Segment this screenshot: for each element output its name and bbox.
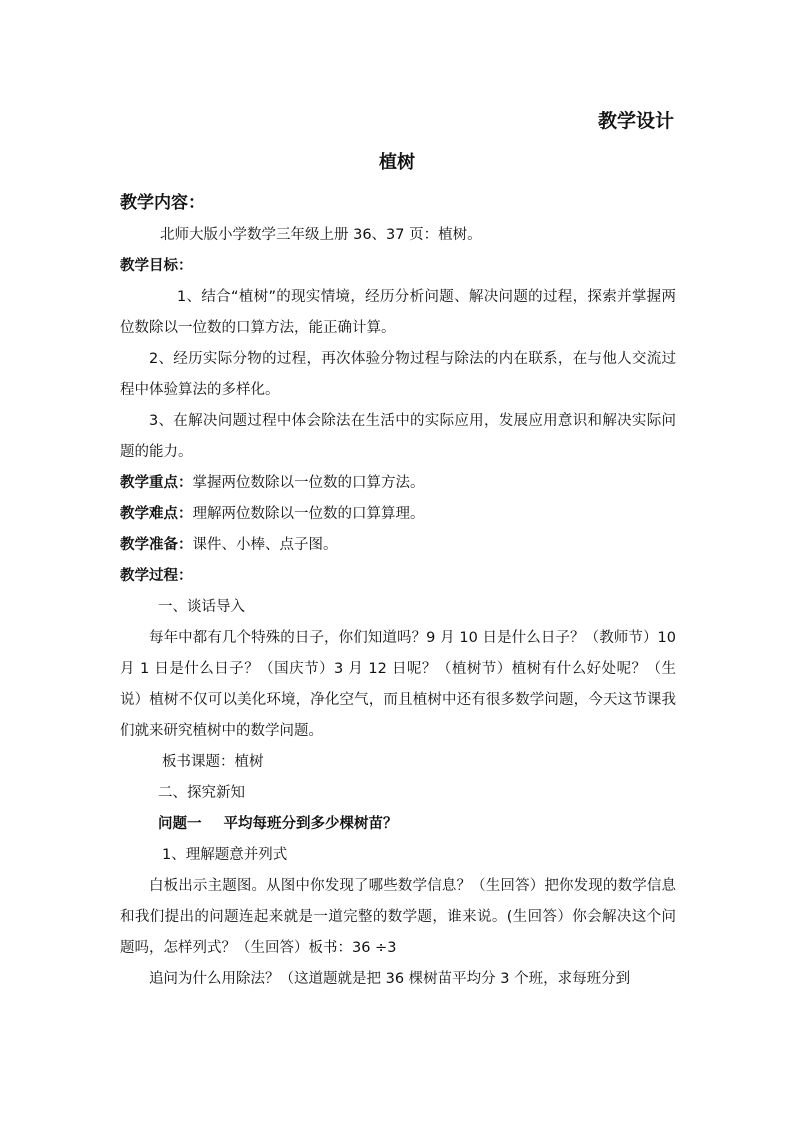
- difficulty-label: 教学难点：: [120, 506, 193, 522]
- goal-item-2: 2、经历实际分物的过程，再次体验分物过程与除法的内在联系，在与他人交流过程中体验算法的多样化。: [120, 351, 676, 398]
- step1-title: 1、理解题意并列式: [162, 847, 288, 863]
- document-body: [120, 186, 676, 995]
- process-heading: 教学过程：: [120, 568, 193, 584]
- section1-title: 一、谈话导入: [158, 599, 245, 615]
- document-title: 植树: [379, 152, 415, 173]
- board-title: 板书课题：植树: [162, 754, 264, 770]
- goal-item-3: 3、在解决问题过程中体会除法在生活中的实际应用，发展应用意识和解决实际问题的能力。: [120, 413, 676, 460]
- section1-text: 每年中都有几个特殊的日子，你们知道吗？9 月 10 日是什么日子？（教师节）10 月 1 日是什么日子？（国庆节）3 月 12 日呢？（植树节）植树有什么好处呢？（生说）植树不仅可以美化环境，净化空气，而且植树中还有很多数学问题，今天这节课我们就来研究植树中的数学问题。: [120, 630, 676, 739]
- step1-text: 白板出示主题图。从图中你发现了哪些数学信息？（生回答）把你发现的数学信息和我们提出的问题连起来就是一道完整的数学题，谁来说。(生回答）你会解决这个问题吗，怎样列式？（生回答）板书：36 ÷3: [120, 878, 676, 956]
- question1-label: 问题一: [158, 816, 202, 832]
- content-heading: 教学内容：: [120, 193, 205, 213]
- section2-title: 二、探究新知: [158, 785, 245, 801]
- header-label: 教学设计: [597, 110, 674, 132]
- prep-text: 课件、小棒、点子图。: [192, 537, 338, 553]
- content-text: 北师大版小学数学三年级上册 36、37 页：植树。: [160, 227, 482, 243]
- key-point-text: 掌握两位数除以一位数的口算方法。: [192, 475, 425, 491]
- goals-heading: 教学目标：: [120, 258, 193, 274]
- followup-text: 追问为什么用除法？（这道题就是把 36 棵树苗平均分 3 个班，求每班分到: [149, 971, 631, 987]
- question1-row: [120, 809, 676, 840]
- difficulty-row: [120, 499, 676, 530]
- key-point-label: 教学重点：: [120, 475, 193, 491]
- prep-label: 教学准备：: [120, 537, 193, 553]
- goal-item-1: 1、结合“植树”的现实情境，经历分析问题、解决问题的过程，探索并掌握两位数除以一位数的口算方法，能正确计算。: [120, 289, 676, 336]
- key-point-row: [120, 468, 676, 499]
- difficulty-text: 理解两位数除以一位数的口算算理。: [192, 506, 425, 522]
- question1-text: 平均每班分到多少棵树苗？: [223, 816, 398, 832]
- prep-row: [120, 530, 676, 561]
